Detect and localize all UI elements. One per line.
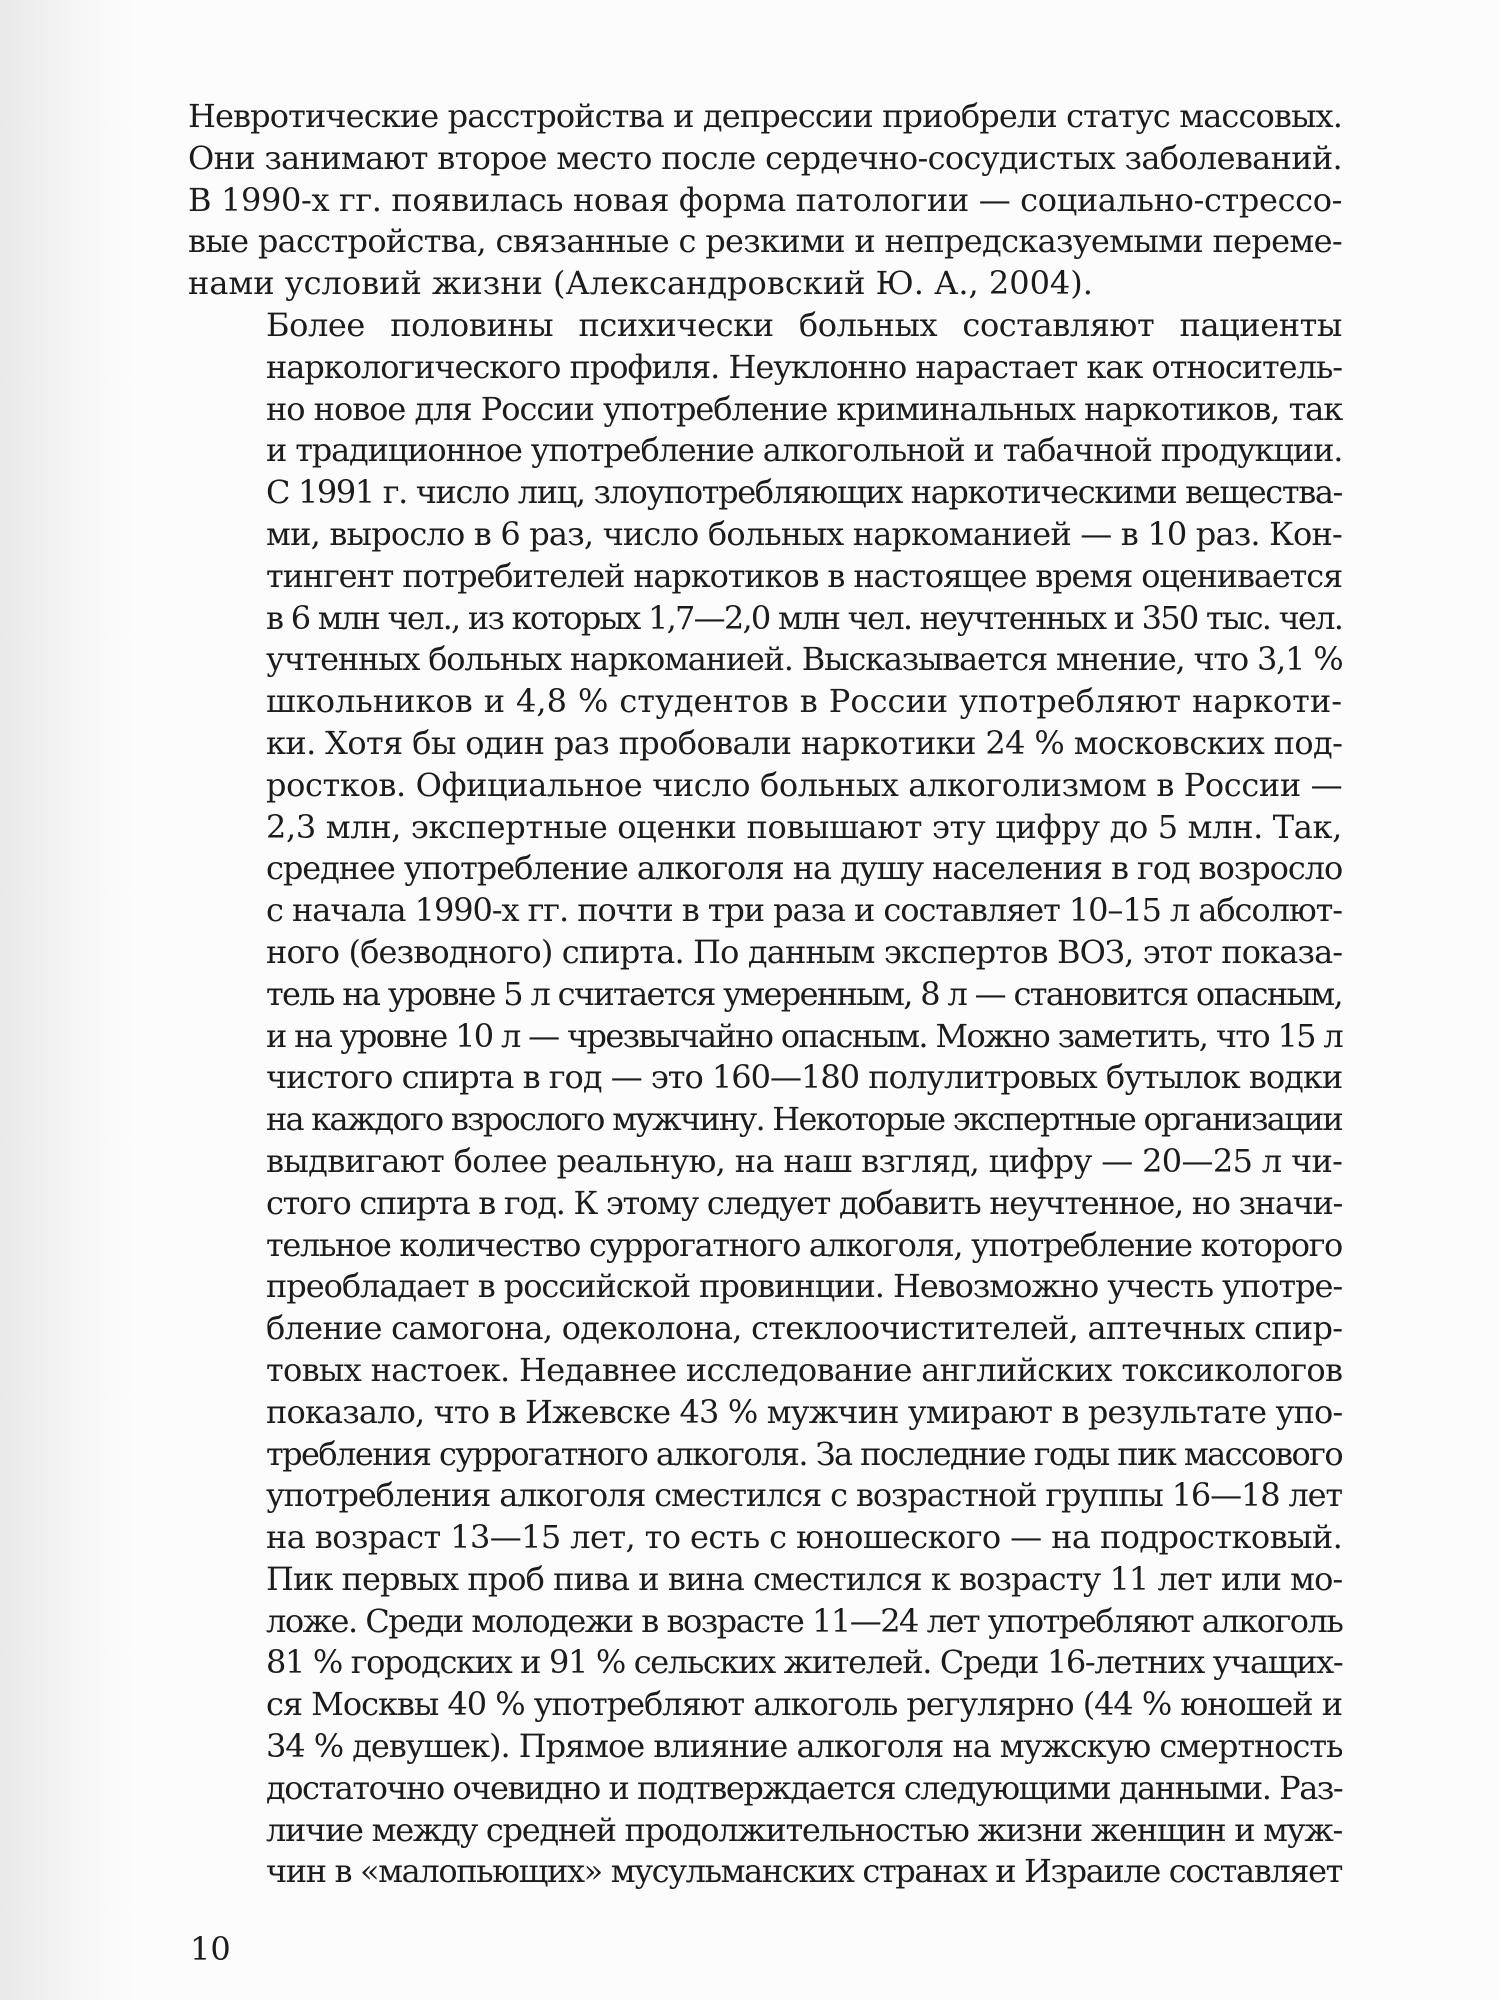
text-line: 81 % городских и 91 % сельских жителей. Среди 16-летних учащих-	[266, 1643, 1343, 1682]
text-line: и традиционное употребление алкогольной и табачной продукции.	[266, 431, 1343, 470]
text-line: достаточно очевидно и подтверждается следующими данными. Раз-	[266, 1768, 1343, 1807]
page-gutter-shadow	[0, 0, 138, 2000]
text-line: и на уровне 10 л — чрезвычайно опасным. Можно заметить, что 15 л	[266, 1016, 1342, 1055]
text-line: тель на уровне 5 л считается умеренным, 8 л — становится опасным,	[266, 974, 1343, 1013]
text-line: ся Москвы 40 % употребляют алкоголь регулярно (44 % юношей и	[266, 1685, 1342, 1724]
text-line: требления суррогатного алкоголя. За последние годы пик массового	[266, 1434, 1342, 1473]
text-line: на каждого взрослого мужчину. Некоторые экспертные организации	[266, 1100, 1342, 1139]
text-line: С 1991 г. число лиц, злоупотребляющих наркотическими вещества-	[266, 473, 1342, 512]
text-line: чистого спирта в год — это 160—180 полулитровых бутылок водки	[266, 1058, 1343, 1097]
text-line: нами условий жизни (Александровский Ю. А., 2004).	[188, 264, 1093, 303]
text-line: Невротические расстройства и депрессии приобрели статус массовых.	[188, 97, 1342, 135]
paragraph-2	[188, 305, 1342, 1893]
text-line: 34 % девушек). Прямое влияние алкоголя на мужскую смертность	[266, 1727, 1343, 1766]
text-line: тельное количество суррогатного алкоголя, употребление которого	[266, 1225, 1342, 1264]
text-line: ми, выросло в 6 раз, число больных наркоманией — в 10 раз. Кон-	[266, 514, 1343, 553]
text-line: личие между средней продолжительностью жизни женщин и муж-	[266, 1810, 1343, 1849]
text-line: тингент потребителей наркотиков в настоящее время оценивается	[266, 556, 1343, 595]
text-line: ного (безводного) спирта. По данным экспертов ВОЗ, этот показа-	[266, 932, 1343, 971]
text-line: в 6 млн чел., из которых 1,7—2,0 млн чел. неучтенных и 350 тыс. чел.	[266, 598, 1343, 637]
text-line: на возраст 13—15 лет, то есть с юношеского — на подростковый.	[266, 1518, 1343, 1557]
text-line: 2,3 млн, экспертные оценки повышают эту цифру до 5 млн. Так,	[266, 807, 1342, 846]
text-line: Пик первых проб пива и вина сместился к возрасту 11 лет или мо-	[266, 1559, 1343, 1598]
page-number: 10	[190, 1930, 231, 1968]
text-line: школьников и 4,8 % студентов в России употребляют наркоти-	[266, 682, 1342, 721]
text-line: Более половины психически больных составляют пациенты	[266, 305, 1342, 344]
text-line: ростков. Официальное число больных алкоголизмом в России —	[266, 765, 1343, 804]
text-line: преобладает в российской провинции. Невозможно учесть употре-	[266, 1267, 1343, 1306]
text-line: употребления алкоголя сместился с возрастной группы 16—18 лет	[266, 1476, 1342, 1515]
text-line: наркологического профиля. Неуклонно нарастает как относитель-	[266, 347, 1342, 386]
text-line: выдвигают более реальную, на наш взгляд, цифру — 20—25 л чи-	[266, 1141, 1343, 1180]
text-line: ложе. Среди молодежи в возрасте 11—24 лет употребляют алкоголь	[266, 1601, 1343, 1640]
text-line: В 1990-х гг. появилась новая форма патологии — социально-стрессо-	[188, 180, 1343, 219]
body-text	[188, 96, 1342, 1893]
text-line: показало, что в Ижевске 43 % мужчин умирают в результате упо-	[266, 1392, 1343, 1431]
text-line: ки. Хотя бы один раз пробовали наркотики 24 % московских под-	[266, 723, 1343, 762]
text-line: Они занимают второе место после сердечно-сосудистых заболеваний.	[188, 138, 1343, 177]
text-line: с начала 1990-х гг. почти в три раза и составляет 10–15 л абсолют-	[266, 891, 1342, 930]
text-line: чин в «малопьющих» мусульманских странах и Израиле составляет	[266, 1852, 1342, 1891]
text-line: товых настоек. Недавнее исследование английских токсикологов	[266, 1350, 1343, 1389]
text-line: бление самогона, одеколона, стеклоочистителей, аптечных спир-	[266, 1309, 1343, 1348]
text-line: среднее употребление алкоголя на душу населения в год возросло	[266, 849, 1343, 888]
text-line: но новое для России употребление криминальных наркотиков, так	[266, 389, 1343, 428]
paragraph-1	[188, 96, 1342, 305]
text-line: стого спирта в год. К этому следует добавить неучтенное, но значи-	[266, 1183, 1342, 1222]
text-line: учтенных больных наркоманией. Высказывается мнение, что 3,1 %	[266, 640, 1343, 679]
text-line: вые расстройства, связанные с резкими и непредсказуемыми переме-	[188, 222, 1342, 261]
